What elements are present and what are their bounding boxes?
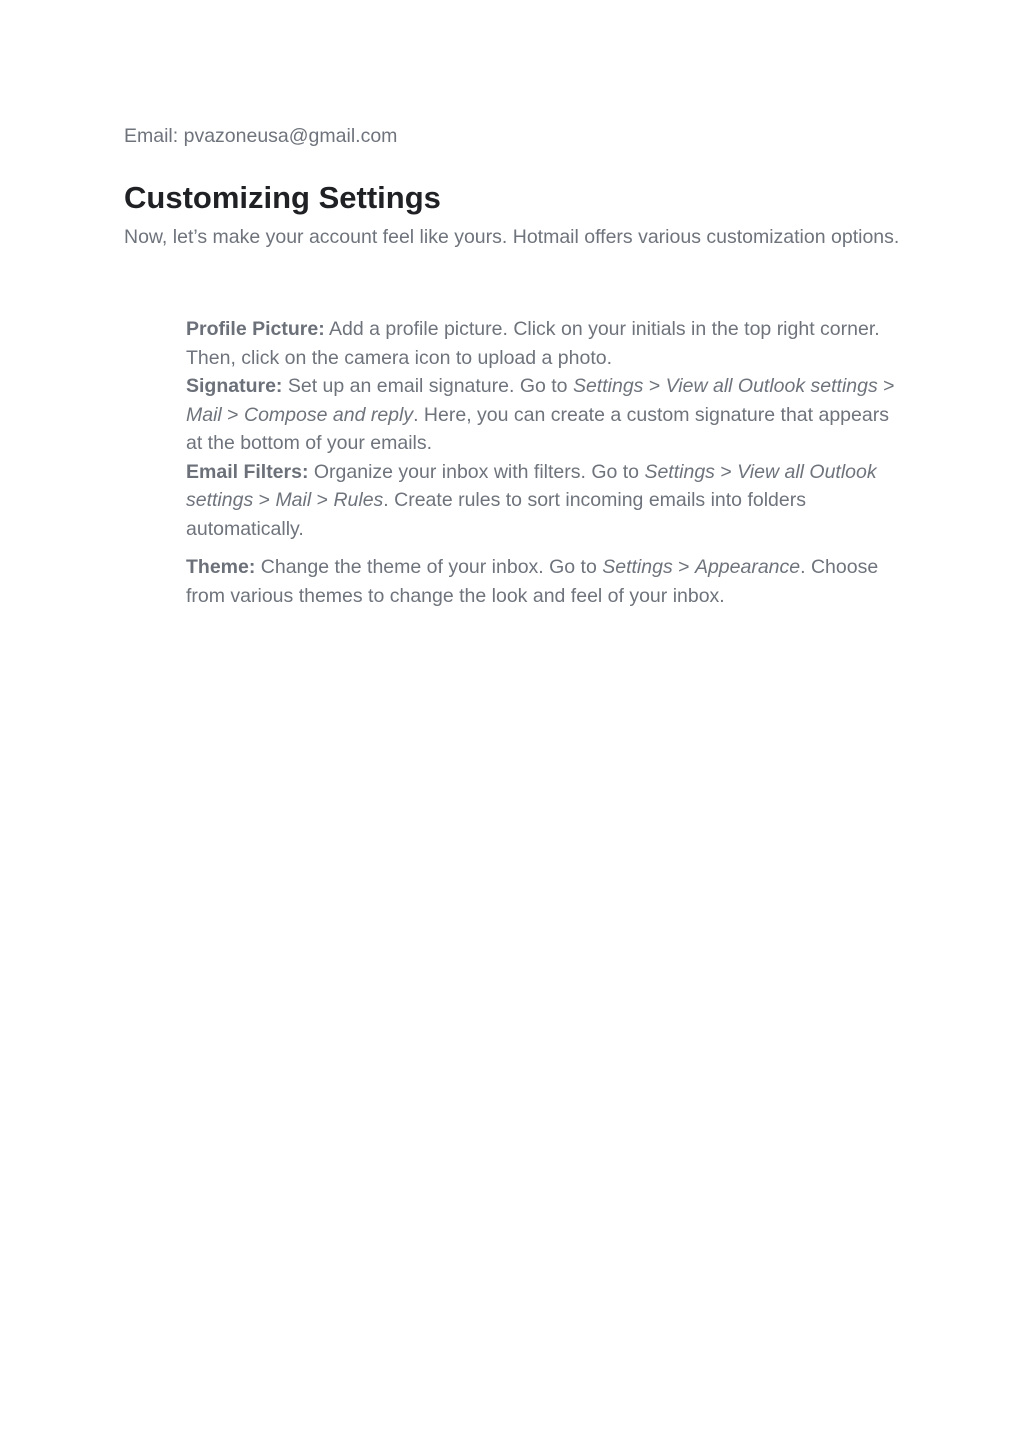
item-text: Add a profile picture. Click on your initials in the top right corner. Then, click on the camera icon to upload a photo. (186, 318, 880, 369)
section-heading: Customizing Settings (124, 180, 441, 215)
path-separator: > (672, 556, 695, 578)
path-separator: > (253, 489, 276, 511)
menu-path-settings: Settings (602, 556, 673, 578)
menu-path-view-all-outlook-settings: View all Outlook settings (665, 375, 878, 397)
item-text: . Here, you can create a custom signature that appears at the bottom of your emails. (186, 403, 889, 454)
path-separator: > (643, 375, 666, 397)
settings-list (186, 315, 902, 610)
item-label: Profile Picture: (186, 318, 325, 340)
menu-path-view-all-outlook-settings: View all Outlook settings (186, 460, 877, 511)
path-separator: > (311, 489, 334, 511)
list-item-email-filters (186, 458, 902, 544)
item-text: Organize your inbox with filters. Go to (308, 460, 645, 483)
list-item-theme (186, 553, 902, 610)
menu-path-settings: Settings (644, 460, 715, 483)
menu-path-rules: Rules (333, 489, 384, 511)
path-separator: > (221, 403, 244, 426)
menu-path-compose-and-reply: Compose and reply (244, 403, 414, 426)
contact-email: Email: pvazoneusa@gmail.com (124, 125, 398, 147)
menu-path-mail: Mail (275, 489, 312, 511)
item-text: Change the theme of your inbox. Go to (255, 556, 603, 578)
path-separator: > (877, 375, 895, 397)
list-item-profile-picture (186, 315, 902, 372)
menu-path-settings: Settings (572, 375, 644, 397)
item-text: . Choose from various themes to change the look and feel of your inbox. (186, 556, 879, 607)
item-label: Theme: (186, 556, 256, 578)
path-separator: > (714, 460, 738, 483)
item-label: Signature: (186, 375, 283, 397)
menu-path-mail: Mail (186, 403, 222, 426)
item-label: Email Filters: (186, 460, 309, 483)
list-item-signature (186, 372, 902, 458)
item-text: . Create rules to sort incoming emails into folders automatically. (186, 489, 806, 540)
menu-path-appearance: Appearance (694, 556, 801, 578)
intro-paragraph: Now, let’s make your account feel like yours. Hotmail offers various customization options. (124, 226, 900, 248)
item-text: Set up an email signature. Go to (282, 375, 573, 397)
